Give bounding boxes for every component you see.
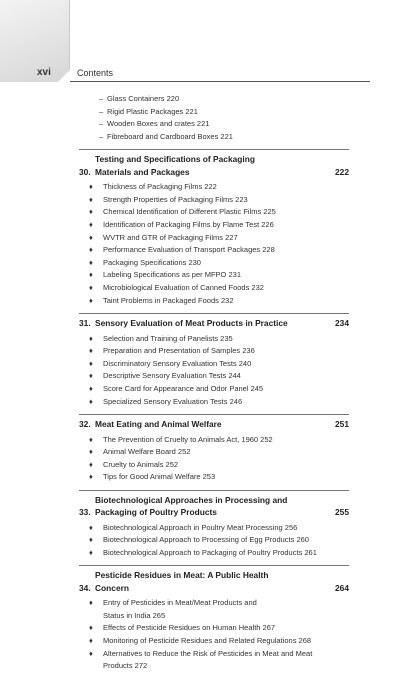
chapter-rule bbox=[79, 313, 349, 314]
topic-text: Identification of Packaging Films by Flame Test 226 bbox=[103, 219, 274, 229]
topic-text: Rigid Plastic Packages 221 bbox=[107, 106, 198, 116]
topic-text: Descriptive Sensory Evaluation Tests 244 bbox=[103, 371, 241, 381]
topic-item bbox=[79, 534, 349, 547]
topic-text: Taint Problems in Packaged Foods 232 bbox=[103, 295, 234, 305]
chapter-heading bbox=[79, 317, 349, 329]
dash-bullet: – bbox=[99, 106, 104, 116]
diamond-bullet-icon: ♦ bbox=[89, 270, 93, 280]
diamond-bullet-icon: ♦ bbox=[89, 648, 93, 658]
topic-text: Monitoring of Pesticide Residues and Related Regulations 268 bbox=[103, 636, 312, 646]
continued-topic-list bbox=[79, 93, 349, 143]
chapter-rule bbox=[79, 149, 349, 150]
topic-item bbox=[79, 471, 349, 484]
chapter-title bbox=[95, 317, 325, 329]
topic-item bbox=[79, 597, 349, 622]
topic-item bbox=[79, 219, 349, 232]
chapter-title-line: Concern bbox=[95, 582, 129, 593]
dash-bullet: – bbox=[99, 119, 104, 129]
diamond-bullet-icon: ♦ bbox=[89, 371, 93, 381]
chapter-rule bbox=[79, 565, 349, 566]
topic-item bbox=[79, 635, 349, 648]
topic-text: Chemical Identification of Different Plastic Films 225 bbox=[103, 207, 276, 217]
diamond-bullet-icon: ♦ bbox=[89, 346, 93, 356]
chapter-rule bbox=[79, 490, 349, 491]
diamond-bullet-icon: ♦ bbox=[89, 245, 93, 255]
diamond-bullet-icon: ♦ bbox=[89, 459, 93, 469]
diamond-bullet-icon: ♦ bbox=[89, 194, 93, 204]
chapter-page: 251 bbox=[335, 419, 349, 430]
chapter-title-line: Meat Eating and Animal Welfare bbox=[95, 419, 222, 430]
topic-item bbox=[79, 282, 349, 295]
topic-text: The Prevention of Cruelty to Animals Act, 1960 252 bbox=[103, 434, 273, 444]
chapter-title-line: Biotechnological Approaches in Processing and bbox=[95, 494, 288, 505]
topic-text: Products 272 bbox=[103, 661, 148, 671]
chapter-title-line: Testing and Specifications of Packaging bbox=[95, 154, 255, 165]
chapter-entry bbox=[79, 149, 349, 307]
topic-text: Specialized Sensory Evaluation Tests 246 bbox=[103, 396, 243, 406]
topic-item bbox=[79, 333, 349, 346]
topic-item bbox=[79, 93, 349, 106]
topic-text: Selection and Training of Panelists 235 bbox=[103, 333, 233, 343]
chapter-heading bbox=[79, 494, 349, 519]
topic-item bbox=[79, 648, 349, 673]
topic-text: Tips for Good Animal Welfare 253 bbox=[103, 472, 216, 482]
chapter-number: 30. bbox=[79, 166, 91, 177]
diamond-bullet-icon: ♦ bbox=[89, 636, 93, 646]
chapter-entry bbox=[79, 414, 349, 484]
topic-item bbox=[79, 383, 349, 396]
dash-bullet: – bbox=[99, 131, 104, 141]
topic-item bbox=[79, 106, 349, 119]
topic-text: Biotechnological Approach in Poultry Meat Processing 256 bbox=[103, 522, 298, 532]
chapter-page: 255 bbox=[335, 507, 349, 518]
chapter-number: 33. bbox=[79, 507, 91, 518]
diamond-bullet-icon: ♦ bbox=[89, 598, 93, 608]
topic-item bbox=[79, 622, 349, 635]
topic-list bbox=[79, 333, 349, 409]
chapter-rule bbox=[79, 414, 349, 415]
topic-text: Preparation and Presentation of Samples 236 bbox=[103, 346, 255, 356]
chapter-title bbox=[95, 569, 325, 594]
chapter-title-line: Materials and Packages bbox=[95, 166, 190, 177]
diamond-bullet-icon: ♦ bbox=[89, 623, 93, 633]
table-of-contents bbox=[79, 93, 349, 673]
topic-item bbox=[79, 358, 349, 371]
diamond-bullet-icon: ♦ bbox=[89, 207, 93, 217]
diamond-bullet-icon: ♦ bbox=[89, 219, 93, 229]
chapter-number: 31. bbox=[79, 318, 91, 329]
diamond-bullet-icon: ♦ bbox=[89, 447, 93, 457]
running-head: Contents bbox=[77, 68, 114, 78]
topic-item bbox=[79, 131, 349, 144]
topic-item bbox=[79, 459, 349, 472]
diamond-bullet-icon: ♦ bbox=[89, 282, 93, 292]
topic-item bbox=[79, 181, 349, 194]
topic-text: Packaging Specifications 230 bbox=[103, 257, 201, 267]
chapter-page: 264 bbox=[335, 582, 349, 593]
header-rule bbox=[70, 81, 370, 82]
chapter-title-line: Sensory Evaluation of Meat Products in Practice bbox=[95, 318, 288, 329]
page-number: xvi bbox=[37, 67, 51, 78]
chapter-page: 234 bbox=[335, 318, 349, 329]
topic-text: Microbiological Evaluation of Canned Foods 232 bbox=[103, 282, 264, 292]
page-corner-tab bbox=[0, 0, 70, 82]
chapter-title-line: Pesticide Residues in Meat: A Public Health bbox=[95, 570, 269, 581]
topic-item bbox=[79, 244, 349, 257]
topic-item bbox=[79, 269, 349, 282]
topic-text: Status in India 265 bbox=[103, 610, 166, 620]
chapter-title bbox=[95, 494, 325, 519]
diamond-bullet-icon: ♦ bbox=[89, 257, 93, 267]
topic-text: Strength Properties of Packaging Films 223 bbox=[103, 194, 248, 204]
topic-text: Thickness of Packaging Films 222 bbox=[103, 182, 217, 192]
topic-item bbox=[79, 522, 349, 535]
topic-item bbox=[79, 370, 349, 383]
diamond-bullet-icon: ♦ bbox=[89, 547, 93, 557]
chapter-number: 32. bbox=[79, 419, 91, 430]
chapter-page: 222 bbox=[335, 166, 349, 177]
diamond-bullet-icon: ♦ bbox=[89, 333, 93, 343]
diamond-bullet-icon: ♦ bbox=[89, 383, 93, 393]
chapter-heading bbox=[79, 153, 349, 178]
topic-text: Discriminatory Sensory Evaluation Tests 240 bbox=[103, 358, 252, 368]
diamond-bullet-icon: ♦ bbox=[89, 535, 93, 545]
chapter-number: 34. bbox=[79, 582, 91, 593]
topic-text: Alternatives to Reduce the Risk of Pesticides in Meat and Meat bbox=[103, 648, 313, 658]
topic-text: Effects of Pesticide Residues on Human Health 267 bbox=[103, 623, 276, 633]
topic-text: Score Card for Appearance and Odor Panel 245 bbox=[103, 383, 264, 393]
topic-item bbox=[79, 396, 349, 409]
topic-text: WVTR and GTR of Packaging Films 227 bbox=[103, 232, 238, 242]
diamond-bullet-icon: ♦ bbox=[89, 434, 93, 444]
chapter-entry bbox=[79, 565, 349, 672]
diamond-bullet-icon: ♦ bbox=[89, 232, 93, 242]
topic-list bbox=[79, 597, 349, 673]
chapter-entry bbox=[79, 490, 349, 560]
diamond-bullet-icon: ♦ bbox=[89, 358, 93, 368]
topic-item bbox=[79, 118, 349, 131]
topic-text: Animal Welfare Board 252 bbox=[103, 447, 191, 457]
topic-item bbox=[79, 446, 349, 459]
topic-text: Fibreboard and Cardboard Boxes 221 bbox=[107, 131, 233, 141]
topic-text: Biotechnological Approach to Processing of Egg Products 260 bbox=[103, 535, 309, 545]
diamond-bullet-icon: ♦ bbox=[89, 295, 93, 305]
topic-text: Performance Evaluation of Transport Packages 228 bbox=[103, 245, 275, 255]
topic-text: Glass Containers 220 bbox=[107, 94, 180, 103]
diamond-bullet-icon: ♦ bbox=[89, 472, 93, 482]
topic-item bbox=[79, 295, 349, 308]
topic-text: Cruelty to Animals 252 bbox=[103, 459, 179, 469]
topic-item bbox=[79, 434, 349, 447]
chapter-title bbox=[95, 418, 325, 430]
chapter-heading bbox=[79, 418, 349, 430]
chapter-title bbox=[95, 153, 325, 178]
dash-bullet: – bbox=[99, 94, 104, 103]
chapter-heading bbox=[79, 569, 349, 594]
chapter-title-line: Packaging of Poultry Products bbox=[95, 507, 217, 518]
diamond-bullet-icon: ♦ bbox=[89, 396, 93, 406]
chapter-entry bbox=[79, 313, 349, 408]
topic-item bbox=[79, 194, 349, 207]
topic-list bbox=[79, 181, 349, 307]
topic-list bbox=[79, 522, 349, 560]
topic-item bbox=[79, 206, 349, 219]
topic-item bbox=[79, 345, 349, 358]
topic-list bbox=[79, 434, 349, 484]
topic-item bbox=[79, 257, 349, 270]
diamond-bullet-icon: ♦ bbox=[89, 522, 93, 532]
diamond-bullet-icon: ♦ bbox=[89, 182, 93, 192]
topic-text: Labeling Specifications as per MFPO 231 bbox=[103, 270, 241, 280]
topic-item bbox=[79, 232, 349, 245]
topic-text: Entry of Pesticides in Meat/Meat Products and bbox=[103, 598, 257, 608]
topic-item bbox=[79, 547, 349, 560]
topic-text: Wooden Boxes and crates 221 bbox=[107, 119, 210, 129]
topic-text: Biotechnological Approach to Packaging of Poultry Products 261 bbox=[103, 547, 317, 557]
